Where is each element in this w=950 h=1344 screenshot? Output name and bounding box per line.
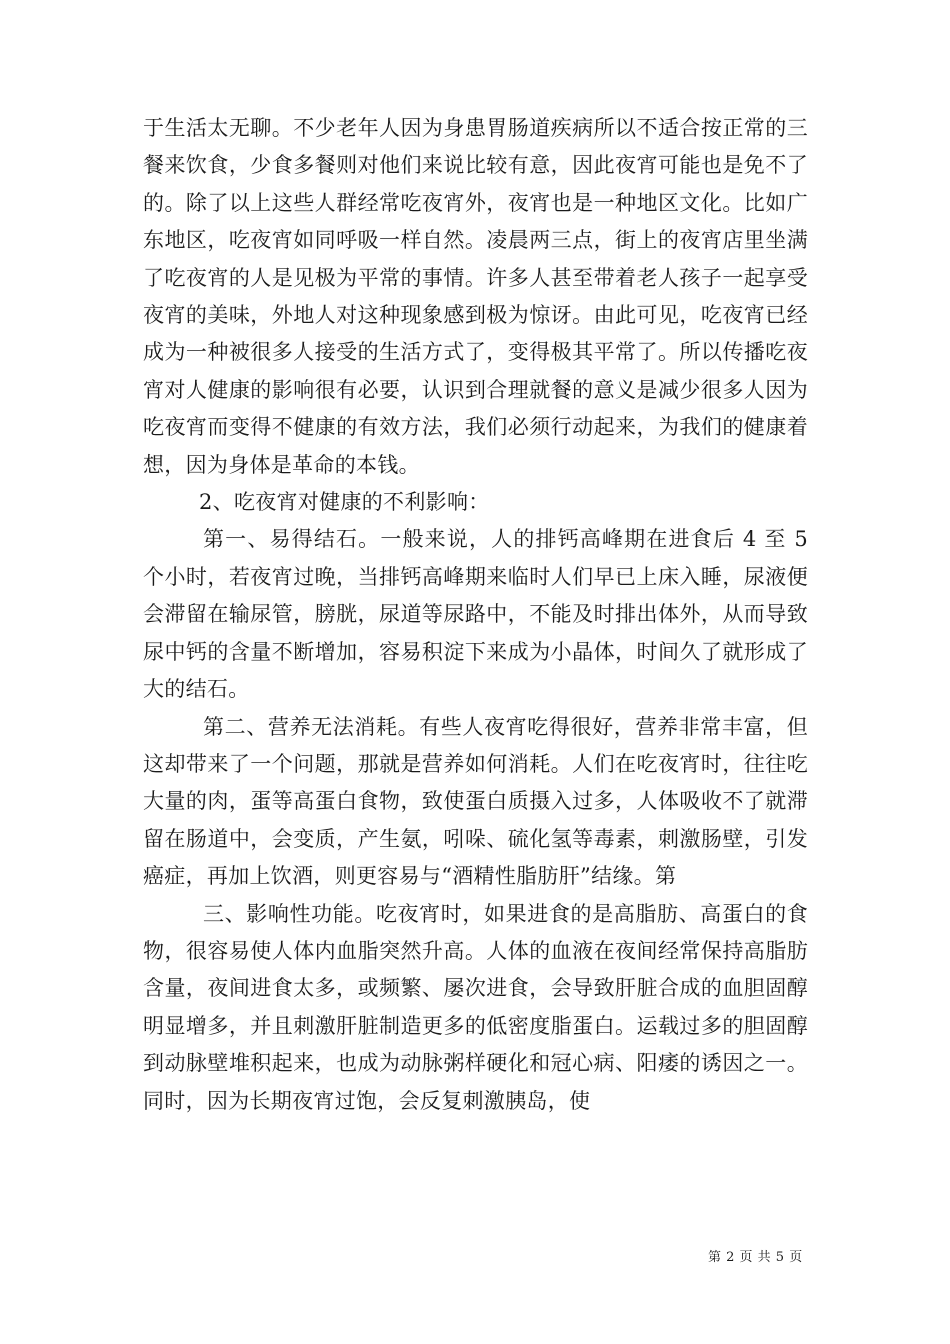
body-text [143, 110, 808, 1120]
paragraph-point-three: 三、影响性功能。吃夜宵时，如果进食的是高脂肪、高蛋白的食物，很容易使人体内血脂突然升高。人体的血液在夜间经常保持高脂肪含量，夜间进食太多，或频繁、屡次进食，会导致肝脏合成的血胆固醇明显增多，并且刺激肝脏制造更多的低密度脂蛋白。运载过多的胆固醇到动脉壁堆积起来，也成为动脉粥样硬化和冠心病、阳痿的诱因之一。同时，因为长期夜宵过饱，会反复刺激胰岛，使 [143, 901, 808, 1113]
paragraph-continuation: 于生活太无聊。不少老年人因为身患胃肠道疾病所以不适合按正常的三餐来饮食，少食多餐则对他们来说比较有意，因此夜宵可能也是免不了的。除了以上这些人群经常吃夜宵外，夜宵也是一种地区文化。比如广东地区，吃夜宵如同呼吸一样自然。凌晨两三点，街上的夜宵店里坐满了吃夜宵的人是见极为平常的事情。许多人甚至带着老人孩子一起享受夜宵的美味，外地人对这种现象感到极为惊讶。由此可见，吃夜宵已经成为一种被很多人接受的生活方式了，变得极其平常了。所以传播吃夜宵对人健康的影响很有必要，认识到合理就餐的意义是减少很多人因为吃夜宵而变得不健康的有效方法，我们必须行动起来，为我们的健康着想，因为身体是革命的本钱。 [143, 116, 808, 477]
paragraph-point-one: 第一、易得结石。一般来说，人的排钙高峰期在进食后 4 至 5 个小时，若夜宵过晚，当排钙高峰期来临时人们早已上床入睡，尿液便会滞留在输尿管，膀胱，尿道等尿路中，不能及时排出体外，从而导致尿中钙的含量不断增加，容易积淀下来成为小晶体，时间久了就形成了大的结石。 [143, 527, 808, 702]
page-number-footer: 第 2 页 共 5 页 [708, 1250, 803, 1265]
section-heading: 2、吃夜宵对健康的不利影响： [199, 490, 490, 515]
paragraph-point-two: 第二、营养无法消耗。有些人夜宵吃得很好，营养非常丰富，但这却带来了一个问题，那就是营养如何消耗。人们在吃夜宵时，往往吃大量的肉，蛋等高蛋白食物，致使蛋白质摄入过多，人体吸收不了就滞留在肠道中，会变质，产生氨，吲哚、硫化氢等毒素，刺激肠壁，引发癌症，再加上饮酒，则更容易与“酒精性脂肪肝”结缘。第 [143, 714, 808, 889]
